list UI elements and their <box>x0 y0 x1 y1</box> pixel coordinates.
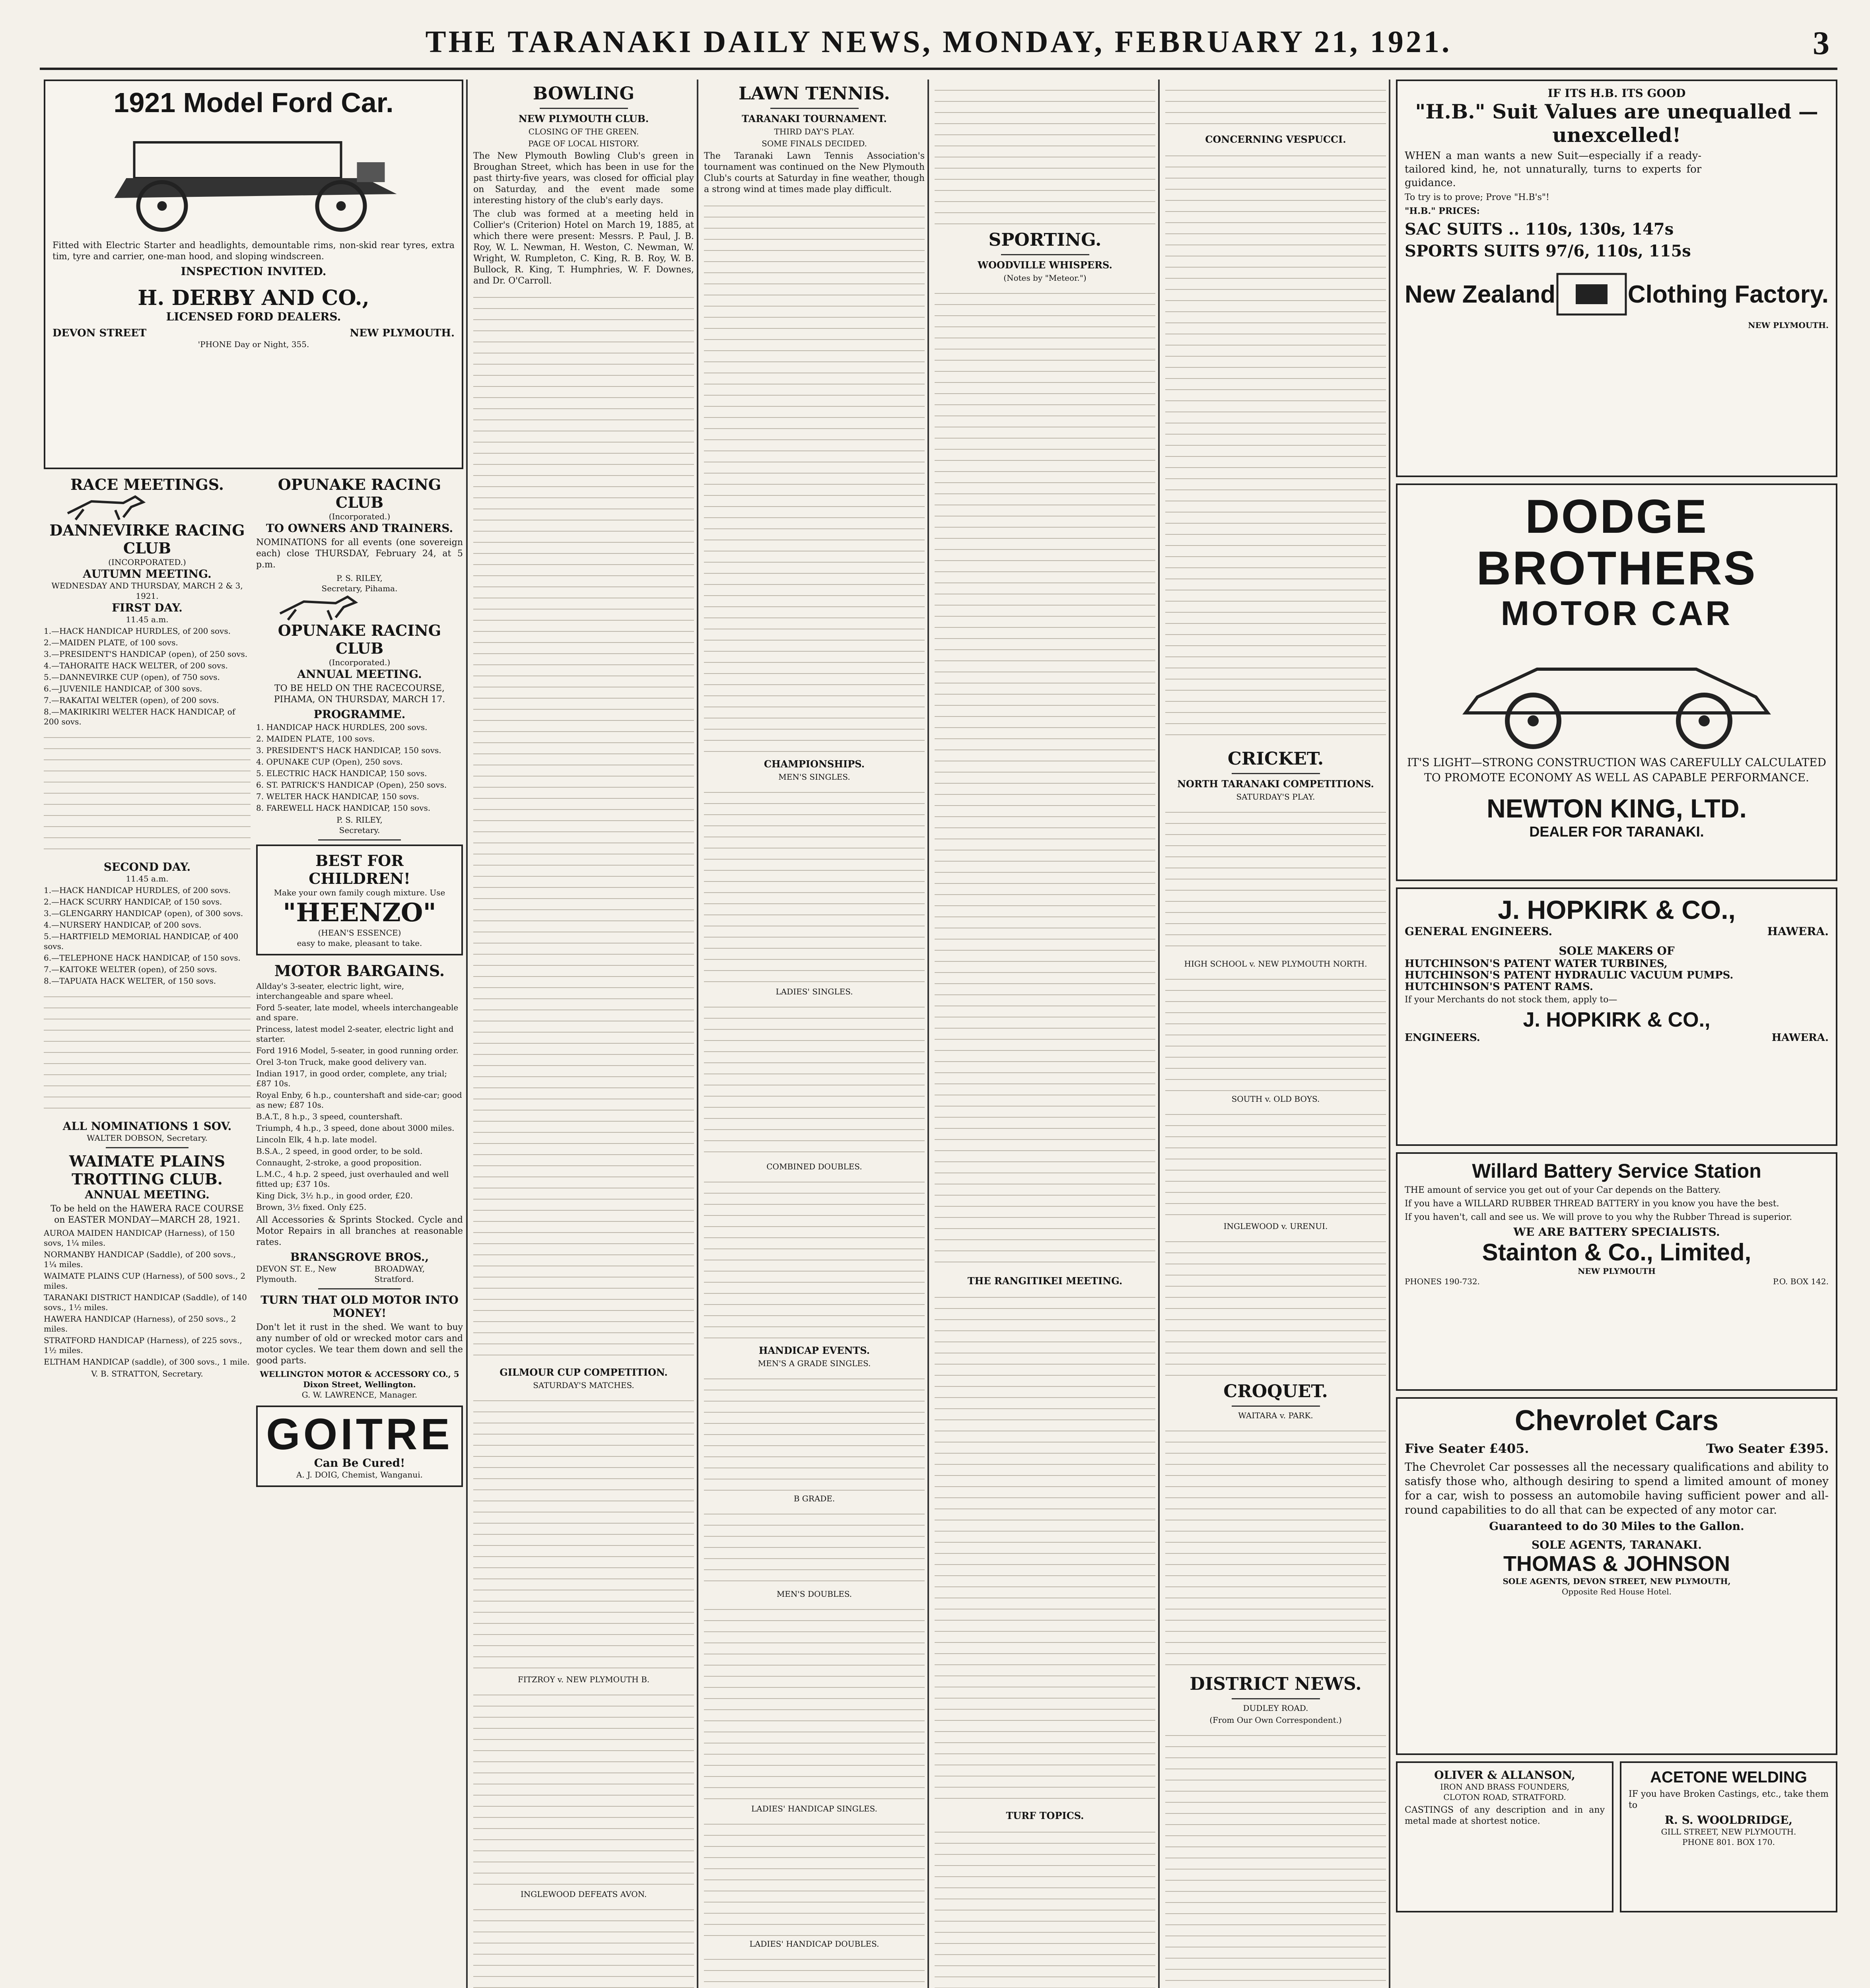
waitara-head: WAITARA v. PARK. <box>1238 1411 1313 1420</box>
oliver-sub: IRON AND BRASS FOUNDERS, <box>1440 1782 1569 1792</box>
motor-item: Princess, latest model 2-seater, electric light and starter. <box>256 1024 454 1044</box>
willard-box: P.O. BOX 142. <box>1773 1277 1829 1286</box>
ford-licensed: LICENSED FORD DEALERS. <box>166 310 341 323</box>
tennis-head: LAWN TENNIS. <box>739 83 890 104</box>
motor-item: Ford 1916 Model, 5-seater, in good running order. <box>256 1046 459 1055</box>
race-item: WAIMATE PLAINS CUP (Harness), of 500 sovs., 2 miles. <box>44 1271 246 1291</box>
race-item: TARANAKI DISTRICT HANDICAP (Saddle), of 140 sovs., 1½ miles. <box>44 1293 247 1312</box>
motor-item: King Dick, 3½ h.p., in good order, £20. <box>256 1191 413 1200</box>
motor-item: Indian 1917, in good order, complete, any trial; £87 10s. <box>256 1069 447 1088</box>
highschool-head: HIGH SCHOOL v. NEW PLYMOUTH NORTH. <box>1184 959 1367 969</box>
waimate-title: WAIMATE PLAINS TROTTING CLUB. <box>69 1152 225 1188</box>
chevrolet-guar: Guaranteed to do 30 Miles to the Gallon. <box>1489 1520 1744 1533</box>
opunake-title: OPUNAKE RACING CLUB <box>278 476 441 511</box>
willard-head: Willard Battery Service Station <box>1472 1160 1761 1182</box>
heenzo-note: (HEAN'S ESSENCE) <box>318 928 401 938</box>
hopkirk-apply: If your Merchants do not stock them, apply to— <box>1405 995 1617 1005</box>
results-text <box>704 1952 925 1988</box>
hopkirk-left: GENERAL ENGINEERS. <box>1405 925 1553 938</box>
column-rule <box>466 80 468 1988</box>
race-item: 4.—TAHORAITE HACK WELTER, of 200 sovs. <box>44 661 228 670</box>
race-item: 5. ELECTRIC HACK HANDICAP, 150 sovs. <box>256 769 427 778</box>
sporting-head: SPORTING. <box>988 230 1102 250</box>
second-day: SECOND DAY. <box>103 860 191 874</box>
dodge-dealer: NEWTON KING, LTD. <box>1487 794 1747 823</box>
tennis-kicker1: THIRD DAY'S PLAY. <box>774 127 855 136</box>
gilmour-text <box>473 1393 694 1672</box>
hopkirk-name: J. HOPKIRK & CO., <box>1498 895 1736 924</box>
bransgrove-name: BRANSGROVE BROS., <box>290 1250 429 1264</box>
results-text <box>704 785 925 984</box>
column-rule <box>697 80 698 1988</box>
tennis-kicker2: SOME FINALS DECIDED. <box>762 139 867 148</box>
motor-item: Brown, 3½ fixed. Only £25. <box>256 1202 367 1212</box>
ford-car-illustration <box>52 118 455 238</box>
fitzroy-head: FITZROY v. NEW PLYMOUTH B. <box>517 1675 650 1684</box>
hopkirk-right2: HAWERA. <box>1771 1032 1829 1044</box>
acetone-head: ACETONE WELDING <box>1650 1769 1807 1786</box>
opunake-body: NOMINATIONS for all events (one sovereign each) close THURSDAY, February 24, at 5 p.m. <box>256 538 463 570</box>
cricket-text <box>1165 1234 1386 1377</box>
race-item: ELTHAM HANDICAP (saddle), of 300 sovs., 1 mile. <box>44 1357 250 1367</box>
acetone-name: R. S. WOOLDRIDGE, <box>1664 1813 1793 1827</box>
district-head: DISTRICT NEWS. <box>1190 1674 1362 1694</box>
first-day-races <box>44 626 251 727</box>
willard-ad <box>1396 1152 1837 1391</box>
race-item: 7.—RAKAITAI WELTER (open), of 200 sovs. <box>44 695 219 705</box>
hopkirk-item: HUTCHINSON'S PATENT WATER TURBINES, <box>1405 958 1668 970</box>
race-item: 5.—HARTFIELD MEMORIAL HANDICAP, of 400 sovs. <box>44 932 239 951</box>
opunake2-meeting: ANNUAL MEETING. <box>297 668 422 681</box>
hb-body: WHEN a man wants a new Suit—especially if a ready-tailored kind, he, not unnaturally, turns to experts for guidance. <box>1405 150 1702 189</box>
willard-spec: WE ARE BATTERY SPECIALISTS. <box>1513 1225 1720 1239</box>
column-1b <box>256 476 463 1493</box>
hb-try: To try is to prove; Prove "H.B's"! <box>1405 192 1549 202</box>
ford-phone: 'PHONE Day or Night, 355. <box>198 340 309 349</box>
wellington-mgr: G. W. LAWRENCE, Manager. <box>301 1390 418 1400</box>
chevrolet-addr: SOLE AGENTS, DEVON STREET, NEW PLYMOUTH, <box>1503 1576 1731 1586</box>
ford-ad <box>44 80 463 469</box>
hb-logo-icon <box>1556 272 1627 316</box>
wellington-name: WELLINGTON MOTOR & ACCESSORY CO., 5 Dixon Street, Wellington. <box>260 1369 459 1389</box>
cricket-head: CRICKET. <box>1227 749 1324 769</box>
racehorse-illustration <box>256 594 463 621</box>
dannevirke-inc: (INCORPORATED.) <box>108 557 186 567</box>
mens-a-grade: MEN'S A GRADE SINGLES. <box>758 1359 871 1368</box>
hopkirk-name2: J. HOPKIRK & CO., <box>1523 1008 1711 1031</box>
rangitikei-head: THE RANGITIKEI MEETING. <box>967 1275 1123 1287</box>
motor-item: Royal Enby, 6 h.p., countershaft and side-car; good as new; £87 10s. <box>256 1090 462 1110</box>
dannevirke-dates: WEDNESDAY AND THURSDAY, MARCH 2 & 3, 1921. <box>51 581 243 601</box>
cricket-kicker: SATURDAY'S PLAY. <box>1236 792 1315 802</box>
column-3 <box>704 80 925 1988</box>
opunake-inc: (Incorporated.) <box>329 512 391 521</box>
oliver-addr: CLOTON ROAD, STRATFORD. <box>1443 1792 1566 1802</box>
opunake-sec: Secretary, Pihama. <box>321 584 398 593</box>
race-item: 6. ST. PATRICK'S HANDICAP (Open), 250 sovs. <box>256 780 447 790</box>
chevrolet-five: Five Seater £405. <box>1405 1441 1529 1456</box>
ladies-handicap-doubles: LADIES' HANDICAP DOUBLES. <box>749 1939 879 1949</box>
heenzo-brand: "HEENZO" <box>283 898 436 928</box>
racehorse-illustration <box>44 493 251 521</box>
motor-item: Connaught, 2-stroke, a good proposition. <box>256 1158 422 1167</box>
dodge-sub: MOTOR CAR <box>1501 594 1733 633</box>
race-item: 3. PRESIDENT'S HACK HANDICAP, 150 sovs. <box>256 746 441 755</box>
heenzo-tag: easy to make, pleasant to take. <box>297 938 422 948</box>
vespucci-text <box>1165 148 1386 745</box>
race-item: 1.—HACK HANDICAP HURDLES, of 200 sovs. <box>44 885 231 895</box>
dannevirke-secretary: WALTER DOBSON, Secretary. <box>87 1133 208 1143</box>
newspaper-title: THE TARANAKI DAILY NEWS, MONDAY, FEBRUARY 21, 1921. <box>425 24 1452 59</box>
carryover-text <box>1165 83 1386 130</box>
race-item: 8. FAREWELL HACK HANDICAP, 150 sovs. <box>256 803 431 813</box>
willard-line2: If you have a WILLARD RUBBER THREAD BATTERY in you know you have the best. <box>1405 1199 1779 1209</box>
wellington-head: TURN THAT OLD MOTOR INTO MONEY! <box>260 1293 459 1320</box>
cricket-text <box>1165 1107 1386 1218</box>
croquet-text <box>1165 1423 1386 1670</box>
ladies-singles: LADIES' SINGLES. <box>776 987 853 996</box>
hb-sac: SAC SUITS .. 110s, 130s, 147s <box>1405 220 1674 239</box>
woodville-head: WOODVILLE WHISPERS. <box>978 259 1112 271</box>
hopkirk-items <box>1405 959 1829 992</box>
race-item: HAWERA HANDICAP (Harness), of 250 sovs., 2 miles. <box>44 1314 236 1334</box>
cricket-sub: NORTH TARANAKI COMPETITIONS. <box>1177 778 1374 790</box>
turf-head: TURF TOPICS. <box>1006 1810 1084 1821</box>
chevrolet-name: THOMAS & JOHNSON <box>1503 1552 1730 1576</box>
heenzo-head: BEST FOR CHILDREN! <box>309 852 410 887</box>
goitre-sub: Can Be Cured! <box>314 1456 405 1470</box>
hopkirk-makers: SOLE MAKERS OF <box>1559 944 1675 957</box>
opunake2-sig: P. S. RILEY, <box>336 815 383 825</box>
mens-doubles: MEN'S DOUBLES. <box>776 1589 852 1599</box>
handicap-events: HANDICAP EVENTS. <box>758 1345 870 1356</box>
ford-headline: 1921 Model Ford Car. <box>113 87 394 118</box>
wellington-body: Don't let it rust in the shed. We want to buy any number of old or wrecked motor cars and motor cycles. We tear them down and sell the good parts. <box>256 1322 463 1366</box>
column-2 <box>473 80 694 1988</box>
tennis-body-text <box>704 198 925 755</box>
chevrolet-agents: SOLE AGENTS, TARANAKI. <box>1531 1538 1702 1551</box>
hopkirk-right: HAWERA. <box>1767 925 1829 938</box>
hb-sports: SPORTS SUITS 97/6, 110s, 115s <box>1405 242 1691 260</box>
waimate-races <box>44 1228 251 1367</box>
race-details-text <box>44 989 251 1116</box>
tennis-sub: TARANAKI TOURNAMENT. <box>742 113 887 124</box>
hopkirk-ad <box>1396 887 1837 1146</box>
b-grade: B GRADE. <box>793 1494 835 1503</box>
motor-list <box>256 981 463 1212</box>
heenzo-sub: Make your own family cough mixture. Use <box>274 888 445 897</box>
race-item: 6.—TELEPHONE HACK HANDICAP, of 150 sovs. <box>44 953 241 963</box>
ford-dealer: H. DERBY AND CO., <box>138 286 369 310</box>
race-details-text <box>44 730 251 857</box>
ford-town: NEW PLYMOUTH. <box>350 327 455 339</box>
opunake2-held: TO BE HELD ON THE RACECOURSE, PIHAMA, ON THURSDAY, MARCH 17. <box>274 683 445 705</box>
oliver-name: OLIVER & ALLANSON, <box>1434 1769 1575 1782</box>
chevrolet-ad <box>1396 1397 1837 1755</box>
programme: PROGRAMME. <box>313 708 406 721</box>
motor-head: MOTOR BARGAINS. <box>274 962 445 980</box>
rangitikei-text <box>935 1290 1155 1807</box>
motor-item: B.S.A., 2 speed, in good order, to be sold. <box>256 1146 423 1156</box>
goitre-ad <box>256 1406 463 1487</box>
column-rule <box>1158 80 1160 1988</box>
race-item: NORMANBY HANDICAP (Saddle), of 200 sovs., 1¼ miles. <box>44 1250 236 1269</box>
acetone-phone: PHONE 801. BOX 170. <box>1682 1837 1775 1847</box>
race-item: 5.—DANNEVIRKE CUP (open), of 750 sovs. <box>44 672 220 682</box>
tennis-lead: The Taranaki Lawn Tennis Association's tournament was continued on the New Plymouth Club's courts at Saturday in fine weather, though a strong wind at times made play difficult. <box>704 151 925 194</box>
hb-right: Clothing Factory. <box>1627 280 1829 308</box>
dodge-name: DODGE BROTHERS <box>1476 490 1757 595</box>
inglewood-urenui-head: INGLEWOOD v. URENUI. <box>1223 1221 1328 1231</box>
column-5 <box>1165 80 1386 1988</box>
bowling-p2: The club was formed at a meeting held in Collier's (Criterion) Hotel on March 19, 1885, at which there were present: Messrs. P. Paul, J. B. Roy, W. L. Newman, H. Weston, C. Newman, W. Wright, W. Rumpleton, C. King, R. B. Roy, W. B. Bullock, R. King, T. Humphries, W. F. Downes, and Dr. O'Carroll. <box>473 209 694 286</box>
cricket-text <box>1165 972 1386 1091</box>
carryover-text <box>935 83 1155 226</box>
oliver-body: CASTINGS of any description and in any metal made at shortest notice. <box>1405 1805 1605 1826</box>
race-item: 1. HANDICAP HACK HURDLES, 200 sovs. <box>256 722 428 732</box>
dudley-corr: (From Our Own Correspondent.) <box>1209 1715 1342 1725</box>
chevrolet-opp: Opposite Red House Hotel. <box>1562 1587 1672 1596</box>
opunake2-sec: Secretary. <box>339 825 380 835</box>
opunake-sig: P. S. RILEY, <box>336 573 383 583</box>
race-item: 2.—MAIDEN PLATE, of 100 sovs. <box>44 638 178 647</box>
combined-doubles: COMBINED DOUBLES. <box>766 1162 862 1171</box>
dodge-body: IT'S LIGHT—STRONG CONSTRUCTION WAS CAREFULLY CALCULATED TO PROMOTE ECONOMY AS WELL AS CAPABLE PERFORMANCE. <box>1407 756 1826 784</box>
first-day: FIRST DAY. <box>112 601 183 614</box>
second-day-races <box>44 885 251 986</box>
acetone-addr: GILL STREET, NEW PLYMOUTH. <box>1661 1827 1796 1837</box>
race-item: 4. OPUNAKE CUP (Open), 250 sovs. <box>256 757 403 767</box>
gilmour-sub: SATURDAY'S MATCHES. <box>533 1380 634 1390</box>
motor-item: Lincoln Elk, 4 h.p. late model. <box>256 1135 377 1144</box>
motor-item: Allday's 3-seater, electric light, wire, interchangeable and spare wheel. <box>256 981 404 1001</box>
goitre-word: GOITRE <box>266 1410 453 1459</box>
column-6 <box>1396 80 1837 1988</box>
bowling-body-text <box>473 290 694 1363</box>
opunake2-inc: (Incorporated.) <box>329 658 391 667</box>
woodville-byline: (Notes by "Meteor.") <box>1003 273 1087 283</box>
inglewood-head: INGLEWOOD DEFEATS AVON. <box>520 1889 647 1899</box>
ford-street: DEVON STREET <box>52 327 147 339</box>
first-time: 11.45 a.m. <box>126 615 169 624</box>
results-text <box>704 1817 925 1936</box>
bransgrove-left: DEVON ST. E., New Plymouth. <box>256 1264 336 1284</box>
hopkirk-item: HUTCHINSON'S PATENT HYDRAULIC VACUUM PUMPS. <box>1405 969 1734 981</box>
dannevirke-title: DANNEVIRKE RACING CLUB <box>49 521 245 557</box>
race-item: 2.—HACK SCURRY HANDICAP, of 150 sovs. <box>44 897 222 907</box>
inglewood-text <box>473 1902 694 1988</box>
column-1a <box>44 476 251 1493</box>
waimate-meeting: ANNUAL MEETING. <box>85 1188 210 1201</box>
mens-singles: MEN'S SINGLES. <box>778 772 850 782</box>
ladies-handicap-singles: LADIES' HANDICAP SINGLES. <box>751 1804 877 1813</box>
bowling-lead: The New Plymouth Bowling Club's green in Broughan Street, which has been in use for the past thirty-five years, was closed for official play on Saturday, and the event made some interesting history of the club's early days. <box>473 151 694 206</box>
chevrolet-body: The Chevrolet Car possesses all the necessary qualifications and ability to satisfy those who, although desiring to spend a limited amount of money for a car, wish to possess an automobile having sufficient power and all-round capabilities to do all that can be expected of any motor car. <box>1405 1460 1829 1516</box>
bowling-kicker2: PAGE OF LOCAL HISTORY. <box>528 139 639 148</box>
chevrolet-head: Chevrolet Cars <box>1514 1405 1719 1437</box>
dodge-ad <box>1396 483 1837 881</box>
motor-item: Triumph, 4 h.p., 3 speed, done about 3000 miles. <box>256 1123 455 1133</box>
motor-item: L.M.C., 4 h.p. 2 speed, just overhauled and well fitted up; £37 10s. <box>256 1169 449 1189</box>
motor-item: Orel 3-ton Truck, make good delivery van. <box>256 1057 427 1067</box>
masthead <box>40 16 1837 70</box>
race-item: 7. WELTER HACK HANDICAP, 150 sovs. <box>256 792 420 801</box>
race-item: 8.—MAKIRIKIRI WELTER HACK HANDICAP, of 200 sovs. <box>44 707 235 726</box>
column-1 <box>44 80 463 1988</box>
results-text <box>704 1507 925 1586</box>
race-item: 3.—PRESIDENT'S HANDICAP (open), of 250 sovs. <box>44 649 248 659</box>
dodge-car-illustration <box>1405 633 1829 753</box>
willard-line3: If you haven't, call and see us. We will prove to you why the Rubber Thread is superior. <box>1405 1212 1792 1222</box>
dannevirke-meeting: AUTUMN MEETING. <box>83 567 212 580</box>
hb-town: NEW PLYMOUTH. <box>1748 320 1829 330</box>
race-item: 1.—HACK HANDICAP HURDLES, of 200 sovs. <box>44 626 231 636</box>
ford-invite: INSPECTION INVITED. <box>181 265 327 278</box>
results-text <box>704 1175 925 1342</box>
acetone-body: IF you have Broken Castings, etc., take them to <box>1629 1789 1829 1810</box>
bowling-kicker1: CLOSING OF THE GREEN. <box>528 127 639 136</box>
hb-head: "H.B." Suit Values are unequalled — unexcelled! <box>1415 100 1818 147</box>
south-head: SOUTH v. OLD BOYS. <box>1231 1094 1320 1104</box>
race-item: 7.—KAITOKE WELTER (open), of 250 sovs. <box>44 965 217 974</box>
race-item: 2. MAIDEN PLATE, 100 sovs. <box>256 734 375 744</box>
turf-text <box>935 1825 1155 1988</box>
bowling-head: BOWLING <box>533 83 635 104</box>
waimate-secretary: V. B. STRATTON, Secretary. <box>91 1369 203 1378</box>
woodville-text <box>935 286 1155 1272</box>
results-text <box>704 1602 925 1801</box>
race-item: STRATFORD HANDICAP (Harness), of 225 sovs., 1½ miles. <box>44 1336 242 1355</box>
results-text <box>704 1371 925 1491</box>
hb-ad <box>1396 80 1837 477</box>
bransgrove-right: BROADWAY, Stratford. <box>374 1264 425 1284</box>
nominations: ALL NOMINATIONS 1 SOV. <box>62 1120 232 1133</box>
race-item: 4.—NURSERY HANDICAP, of 200 sovs. <box>44 920 202 930</box>
croquet-head: CROQUET. <box>1223 1381 1328 1402</box>
oliver-ad <box>1396 1761 1613 1912</box>
hopkirk-left2: ENGINEERS. <box>1405 1032 1480 1044</box>
motor-foot: All Accessories & Sprints Stocked. Cycle and Motor Repairs in all branches at reasonable rates. <box>256 1215 463 1247</box>
column-rule <box>927 80 929 1988</box>
waimate-held: To be held on the HAWERA RACE COURSE on EASTER MONDAY—MARCH 28, 1921. <box>51 1204 244 1225</box>
cricket-text <box>1165 805 1386 956</box>
column-4 <box>935 80 1155 1988</box>
second-time: 11.45 a.m. <box>126 874 169 883</box>
column-rule <box>1389 80 1390 1988</box>
dudley-head: DUDLEY ROAD. <box>1243 1703 1308 1713</box>
race-item: 6.—JUVENILE HANDICAP, of 300 sovs. <box>44 684 202 693</box>
willard-town: NEW PLYMOUTH <box>1578 1266 1656 1276</box>
goitre-foot: A. J. DOIG, Chemist, Wanganui. <box>296 1470 423 1479</box>
page-number: 3 <box>1813 25 1829 62</box>
race-meetings-label: RACE MEETINGS. <box>70 476 224 493</box>
heenzo-ad <box>256 845 463 955</box>
motor-item: B.A.T., 8 h.p., 3 speed, countershaft. <box>256 1112 403 1121</box>
willard-name: Stainton & Co., Limited, <box>1482 1239 1751 1266</box>
motor-item: Ford 5-seater, late model, wheels interchangeable and spare. <box>256 1003 459 1022</box>
race-item: 8.—TAPUATA HACK WELTER, of 150 sovs. <box>44 976 216 986</box>
results-text <box>704 1000 925 1159</box>
hb-left: New Zealand <box>1405 280 1555 308</box>
willard-phones: PHONES 190-732. <box>1405 1277 1480 1286</box>
opunake-to: TO OWNERS AND TRAINERS. <box>266 522 453 535</box>
hb-prices: "H.B." PRICES: <box>1405 206 1480 216</box>
race-item: AUROA MAIDEN HANDICAP (Harness), of 150 sovs, 1¼ miles. <box>44 1228 235 1248</box>
district-text <box>1165 1728 1386 1988</box>
acetone-ad <box>1620 1761 1837 1912</box>
hopkirk-item: HUTCHINSON'S PATENT RAMS. <box>1405 981 1593 993</box>
vespucci-head: CONCERNING VESPUCCI. <box>1205 134 1346 145</box>
willard-body: THE amount of service you get out of your Car depends on the Battery. <box>1405 1185 1721 1195</box>
opunake2-races <box>256 722 463 813</box>
gilmour-head: GILMOUR CUP COMPETITION. <box>500 1367 668 1378</box>
dodge-area: DEALER FOR TARANAKI. <box>1529 823 1704 840</box>
opunake2-title: OPUNAKE RACING CLUB <box>278 621 441 657</box>
hb-tag: IF ITS H.B. ITS GOOD <box>1547 87 1686 100</box>
bowling-sub: NEW PLYMOUTH CLUB. <box>518 113 649 124</box>
ford-body: Fitted with Electric Starter and headlights, demountable rims, non-skid rear tyres, extra tim, tyre and carrier, one-man hood, and sloping windscreen. <box>52 241 455 262</box>
championships: CHAMPIONSHIPS. <box>764 758 865 770</box>
chevrolet-two: Two Seater £395. <box>1706 1441 1829 1456</box>
race-item: 3.—GLENGARRY HANDICAP (open), of 300 sovs. <box>44 909 243 918</box>
fitzroy-text <box>473 1687 694 1886</box>
